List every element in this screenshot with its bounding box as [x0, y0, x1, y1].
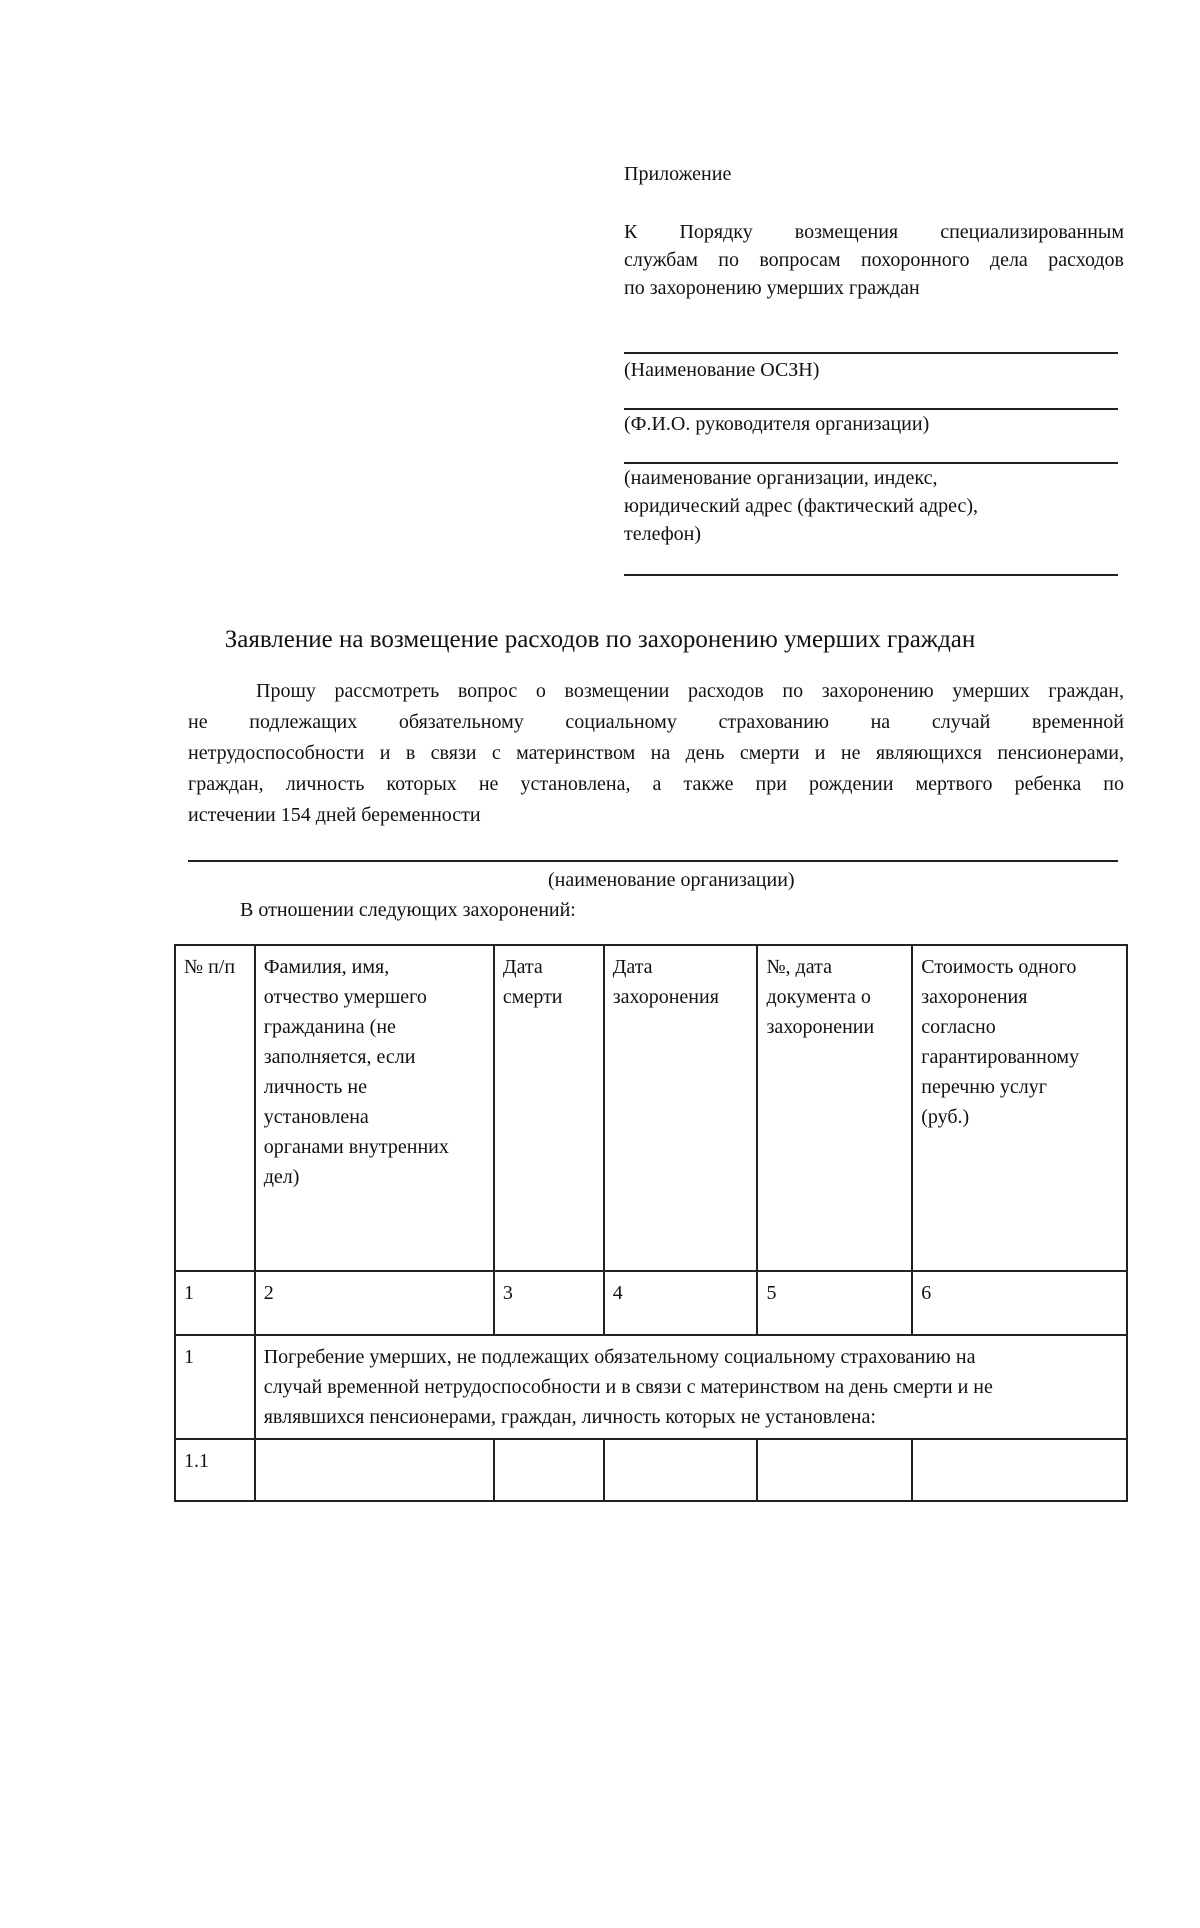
- column-number-cell: 2: [255, 1271, 494, 1335]
- column-number-cell: 4: [604, 1271, 758, 1335]
- header-cell-cost: [912, 945, 1127, 1271]
- request-paragraph: [188, 676, 1124, 831]
- appendix-reference: [624, 218, 1124, 302]
- name-input-cell[interactable]: [255, 1439, 494, 1501]
- column-numbers-row: [175, 1271, 1127, 1335]
- header-line: гражданина (не: [263, 1016, 396, 1038]
- table-row: [175, 1439, 1127, 1501]
- header-line: заполняется, если: [263, 1046, 416, 1068]
- header-line: смерти: [502, 986, 563, 1008]
- cost-input-cell[interactable]: [912, 1439, 1127, 1501]
- burials-intro: В отношении следующих захоронений:: [240, 899, 576, 921]
- org-label-line: юридический адрес (фактический адрес),: [624, 495, 979, 517]
- document-input-cell[interactable]: [757, 1439, 912, 1501]
- request-line: граждан, личность которых не установлена, а также при рождении мертвого ребенка по: [188, 773, 1124, 795]
- org-label-line: телефон): [624, 523, 702, 545]
- column-number-cell: 5: [757, 1271, 912, 1335]
- header-line: установлена: [263, 1106, 369, 1128]
- table-header-row: [175, 945, 1127, 1271]
- addressee-end-line: [624, 574, 1118, 576]
- organization-fill-line: [188, 860, 1118, 862]
- section-number-cell: 1: [175, 1335, 255, 1439]
- header-line: Фамилия, имя,: [263, 956, 390, 978]
- column-number-cell: 3: [494, 1271, 604, 1335]
- section-text-line: Погребение умерших, не подлежащих обязательному социальному страхованию на: [263, 1346, 976, 1368]
- header-line: (руб.): [921, 1106, 970, 1128]
- appendix-reference-line: К Порядку возмещения специализированным: [624, 221, 1124, 243]
- header-line: перечню услуг: [921, 1076, 1047, 1098]
- org-label: [624, 464, 1104, 548]
- org-label-line: (наименование организации, индекс,: [624, 467, 938, 489]
- header-line: захоронения: [921, 986, 1028, 1008]
- header-line: личность не: [263, 1076, 367, 1098]
- header-line: Стоимость одного: [921, 956, 1077, 978]
- request-line: Прошу рассмотреть вопрос о возмещении расходов по захоронению умерших граждан,: [256, 680, 1124, 702]
- section-row: [175, 1335, 1127, 1439]
- appendix-reference-line: по захоронению умерших граждан: [624, 277, 920, 299]
- burials-table: [174, 944, 1128, 1502]
- organization-fill-label: (наименование организации): [548, 869, 795, 891]
- header-cell-number: [175, 945, 255, 1271]
- header-line: гарантированному: [921, 1046, 1080, 1068]
- header-cell-death-date: [494, 945, 604, 1271]
- section-text-line: являвшихся пенсионерами, граждан, личность которых не установлена:: [263, 1406, 876, 1428]
- death-date-input-cell[interactable]: [494, 1439, 604, 1501]
- section-text-line: случай временной нетрудоспособности и в связи с материнством на день смерти и не: [263, 1376, 993, 1398]
- document-title: Заявление на возмещение расходов по захоронению умерших граждан: [224, 626, 976, 653]
- column-number-cell: 6: [912, 1271, 1127, 1335]
- header-line: отчество умершего: [263, 986, 427, 1008]
- header-line: дел): [263, 1166, 300, 1188]
- column-number-cell: 1: [175, 1271, 255, 1335]
- header-cell-name: [255, 945, 494, 1271]
- burial-date-input-cell[interactable]: [604, 1439, 758, 1501]
- head-label: (Ф.И.О. руководителя организации): [624, 413, 930, 435]
- header-line: захоронения: [612, 986, 719, 1008]
- request-line: нетрудоспособности и в связи с материнством на день смерти и не являющихся пенсионерами,: [188, 742, 1124, 764]
- header-line: Дата: [502, 956, 543, 978]
- section-text-cell: [255, 1335, 1127, 1439]
- header-line: согласно: [921, 1016, 996, 1038]
- header-line: документа о: [766, 986, 871, 1008]
- osn-fill-line: [624, 352, 1118, 354]
- appendix-reference-line: службам по вопросам похоронного дела расходов: [624, 249, 1124, 271]
- header-line: № п/п: [184, 956, 236, 978]
- appendix-title: Приложение: [624, 163, 732, 185]
- request-line: не подлежащих обязательному социальному страхованию на случай временной: [188, 711, 1124, 733]
- osn-label: (Наименование ОСЗН): [624, 359, 820, 381]
- header-cell-burial-date: [604, 945, 758, 1271]
- header-cell-document: [757, 945, 912, 1271]
- row-number-cell: 1.1: [175, 1439, 255, 1501]
- header-line: Дата: [612, 956, 653, 978]
- header-line: №, дата: [766, 956, 832, 978]
- request-line: истечении 154 дней беременности: [188, 804, 481, 826]
- header-line: органами внутренних: [263, 1136, 449, 1158]
- header-line: захоронении: [766, 1016, 875, 1038]
